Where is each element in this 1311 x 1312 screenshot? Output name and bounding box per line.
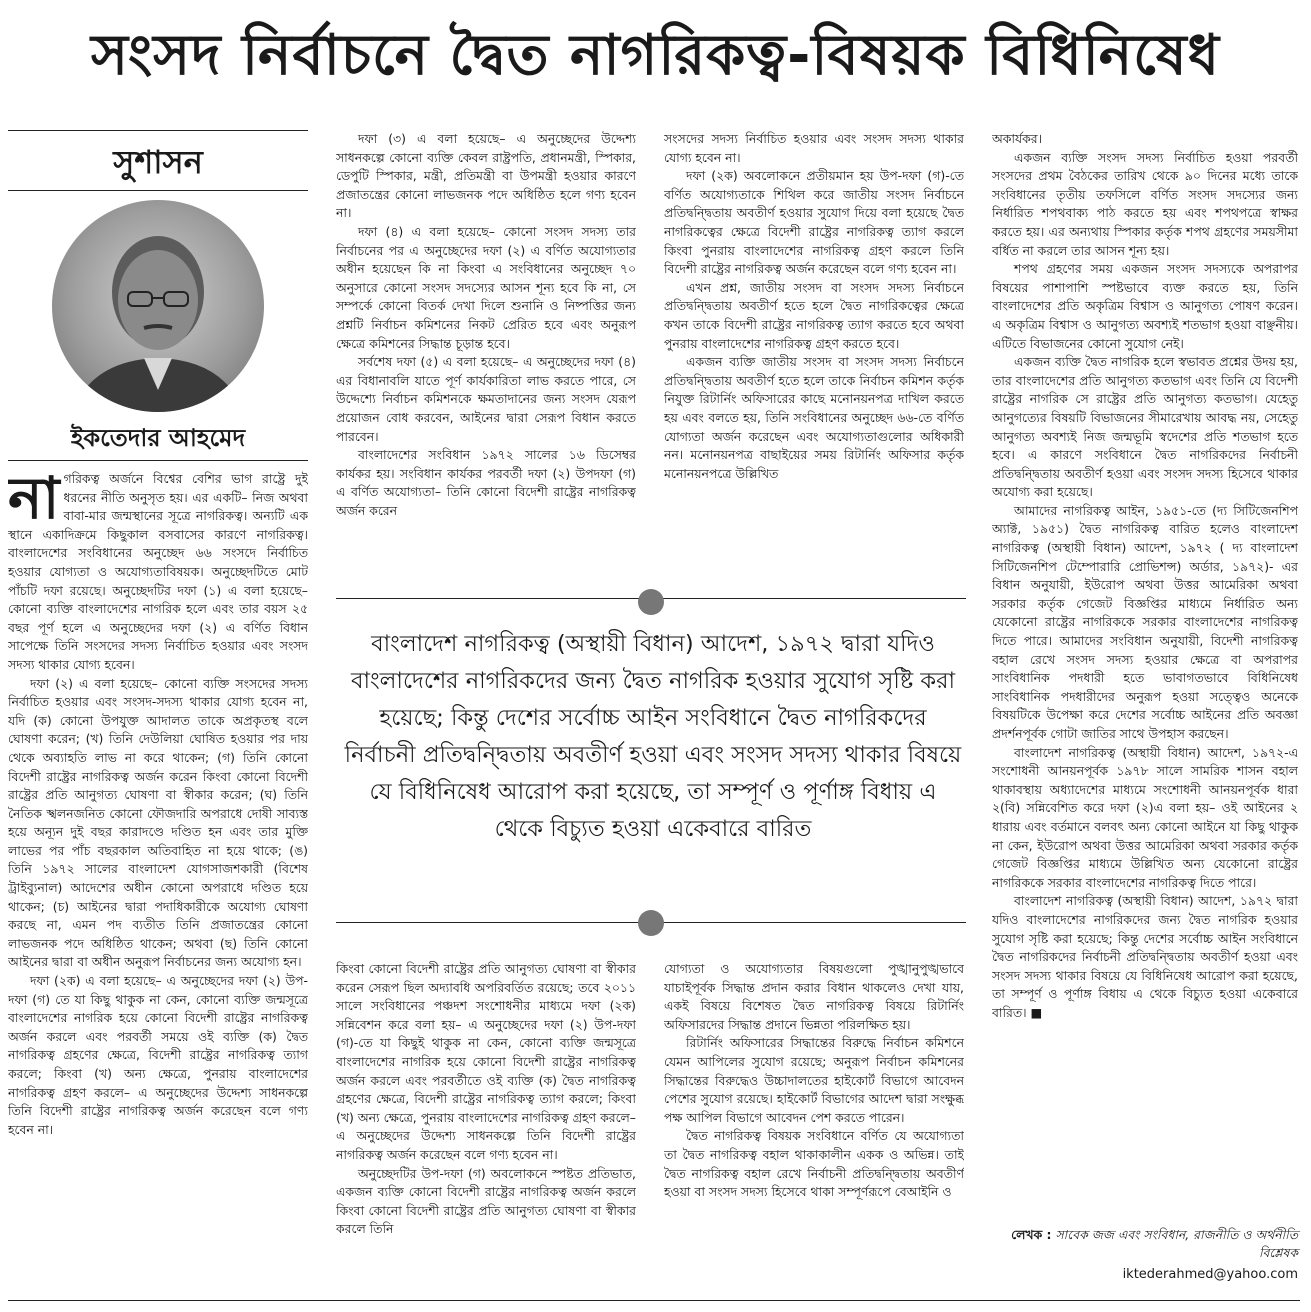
headline: সংসদ নির্বাচনে দ্বৈত নাগরিকত্ব-বিষয়ক বিধিনিষেধ: [91, 23, 1220, 88]
byline-label: লেখক :: [1011, 1227, 1052, 1242]
paragraph: আমাদের নাগরিকত্ব আইন, ১৯৫১-তে (দ্য সিটিজেনশিপ অ্যাক্ট, ১৯৫১) দ্বৈত নাগরিকত্ব বারিত হলেও বাংলাদেশ নাগরিকত্ব (অস্থায়ী বিধান) আদেশ, ১৯৭২ ( দ্য বাংলাদেশ সিটিজেনশিপ টেম্পোরারি প্রোভিশন্স) অর্ডার, ১৯৭২)- এর বিধান অনুযায়ী, ইউরোপ অথবা উত্তর আমেরিকা অথবা সরকার কর্তৃক গেজেট বিজ্ঞপ্তির মাধ্যমে নির্ধারিত অন্য যেকোনো রাষ্ট্রের নাগরিককে সরকার বাংলাদেশের নাগরিকত্ব দিতে পারে। আমাদের সংবিধান অনুযায়ী, বিদেশী নাগরিকত্ব বহাল রেখে সংসদ সদস্য হওয়ার ক্ষেত্রে বা অপরাপর সাংবিধানিক পদধারী হতে ভাবাগতভাবে বিধিনিষেধ সাংবিধানিক পদধারীদের অনুরূপ হওয়া সত্ত্বেও অনেকে বিষয়টিকে উপেক্ষা করে দেশের সর্বোচ্চ আইনের প্রতি অবজ্ঞা প্রদর্শনপূর্বক গোটা জাতির সাথে উপহাস করছেন।: [992, 502, 1298, 741]
paragraph: যোগ্যতা ও অযোগ্যতার বিষয়গুলো পুঙ্খানুপুঙ্খভাবে যাচাইপূর্বক সিদ্ধান্ত প্রদান করার বিধান থাকলেও দেখা যায়, একই বিষয়ে বিশেষত দ্বৈত নাগরিকত্ব বিষয়ে রিটার্নিং অফিসারদের সিদ্ধান্ত প্রদানে ভিন্নতা পরিলক্ষিত হয়।: [664, 961, 964, 1032]
divider: [8, 1300, 1300, 1301]
paragraph: অকার্যকর।: [992, 131, 1043, 146]
paragraph: বাংলাদেশের সংবিধান ১৯৭২ সালের ১৬ ডিসেম্বর কার্যকর হয়। সংবিধান কার্যকর পরবর্তী দফা (২) উপদফা (গ) এ বর্ণিত অযোগ্যতা– তিনি কোনো বিদেশী রাষ্ট্রের নাগরিকত্ব অর্জন করেন: [336, 447, 636, 518]
paragraph: দ্বৈত নাগরিকত্ব বিষয়ক সংবিধানে বর্ণিত যে অযোগ্যতা তা দ্বৈত নাগরিকত্ব বহাল থাকাকালীন একক ও অভিন্ন। তাই দ্বৈত নাগরিকত্ব বহাল রেখে নির্বাচনী প্রতিদ্বন্দ্বিতায় অবতীর্ণ হওয়া বা সংসদ সদস্য হিসেবে থাকা সম্পূর্ণরূপে বেআইনি ও: [664, 1128, 964, 1200]
column-name: সুশাসন: [113, 143, 203, 181]
author-portrait-icon: [52, 200, 264, 412]
paragraph: একজন ব্যক্তি জাতীয় সংসদ বা সংসদ সদস্য নির্বাচনে প্রতিদ্বন্দ্বিতায় অবতীর্ণ হতে হলে তাকে নির্বাচন কমিশন কর্তৃক নিযুক্ত রিটার্নিং অফিসারের কাছে মনোনয়নপত্র দাখিল করতে হয় এবং বলতে হয়, তিনি সংবিধানের অনুচ্ছেদ ৬৬-তে বর্ণিত যোগ্যতা অর্জন করেছেন এবং অযোগ্যতাগুলোর অধিকারী নন। মনোনয়নপত্র বাছাইয়ের সময় রিটার্নিং অফিসার কর্তৃক মনোনয়নপত্রে উল্লিখিত: [664, 354, 964, 481]
article-column-3-top: [664, 130, 964, 580]
paragraph: কিংবা কোনো বিদেশী রাষ্ট্রের প্রতি আনুগত্য ঘোষণা বা স্বীকার করেন সেরূপ ছিল অদ্যাবধি অপরিবর্তিত রয়েছে; তবে ২০১১ সালে সংবিধানের পঞ্চদশ সংশোধনীর মাধ্যমে দফা (২ক) সন্নিবেশন করে বলা হয়– এ অনুচ্ছেদের দফা (২) উপ-দফা (গ)-তে যা কিছুই থাকুক না কেন, কোনো ব্যক্তি জন্মসূত্রে বাংলাদেশের নাগরিক হয়ে কোনো বিদেশী রাষ্ট্রের নাগরিকত্ব অর্জন করলে এবং পরবর্তীতে ওই ব্যক্তি (ক) দ্বৈত নাগরিকত্ব গ্রহণের ক্ষেত্রে, বিদেশী রাষ্ট্রের নাগরিকত্ব ত্যাগ করলে; কিংবা (খ) অন্য ক্ষেত্রে, পুনরায় বাংলাদেশের নাগরিকত্ব গ্রহণ করলে– এ অনুচ্ছেদের উদ্দেশ্য সাধনকল্পে তিনি বিদেশী রাষ্ট্রের নাগরিকত্ব অর্জন করেছেন বলে গণ্য হবেন না।: [336, 961, 636, 1162]
paragraph: একজন ব্যক্তি দ্বৈত নাগরিক হলে স্বভাবত প্রশ্নের উদয় হয়, তার বাংলাদেশের প্রতি আনুগত্য কতভাগ এবং তিনি যে বিদেশী রাষ্ট্রের নাগরিক সে রাষ্ট্রের প্রতি আনুগত্য কতভাগ। যেহেতু আনুগত্যের বিষয়টি বিভাজনের সীমারেখায় আবদ্ধ নয়, সেহেতু আনুগত্য অবশ্যই নিজ জন্মভূমি স্বদেশের প্রতি শতভাগ হতে হবে। এ কারণে সংবিধানে দ্বৈত নাগরিকদের নির্বাচনী প্রতিদ্বন্দ্বিতায় অবতীর্ণ হওয়া এবং সংসদ সদস্য হিসেবে থাকার অযোগ্য করা হয়েছে।: [992, 354, 1298, 500]
byline-text: সাবেক জজ এবং সংবিধান, রাজনীতি ও অর্থনীতি বিশ্লেষক: [1055, 1227, 1298, 1260]
paragraph: দফা (৪) এ বলা হয়েছে– কোনো সংসদ সদস্য তার নির্বাচনের পর এ অনুচ্ছেদের দফা (২) এ বর্ণিত অযোগ্যতার অধীন হয়েছেন কি না কিংবা এ সংবিধানের অনুচ্ছেদ ৭০ অনুসারে কোনো সংসদ সদস্যের আসন শূন্য হবে কি না, সে সম্পর্কে কোনো বিতর্ক দেখা দিলে শুনানি ও নিষ্পত্তির জন্য প্রশ্নটি নির্বাচন কমিশনের নিকট প্রেরিত হবে এবং অনুরূপ ক্ষেত্রে কমিশনের সিদ্ধান্ত চূড়ান্ত হবে।: [336, 223, 636, 351]
pull-quote-dot: [638, 589, 664, 615]
divider: [8, 130, 308, 131]
paragraph: রিটার্নিং অফিসারের সিদ্ধান্তের বিরুদ্ধে নির্বাচন কমিশনে যেমন আপিলের সুযোগ রয়েছে; অনুরূপ নির্বাচন কমিশনের সিদ্ধান্তের বিরুদ্ধেও উচ্চাদালতের হাইকোর্ট বিভাগে আবেদন পেশের সুযোগ রয়েছে। হাইকোর্ট বিভাগের আদেশ দ্বারা সংক্ষুব্ধ পক্ষ আপিল বিভাগে আবেদন পেশ করতে পারেন।: [664, 1035, 964, 1125]
divider: [8, 460, 308, 461]
paragraph: দফা (৩) এ বলা হয়েছে– এ অনুচ্ছেদের উদ্দেশ্য সাধনকল্পে কোনো ব্যক্তি কেবল রাষ্ট্রপতি, প্রধানমন্ত্রী, স্পিকার, ডেপুটি স্পিকার, মন্ত্রী, প্রতিমন্ত্রী বা উপমন্ত্রী হওয়ার কারণে প্রজাতন্ত্রের কোনো লাভজনক পদে অধিষ্ঠিত হলে গণ্য হবেন না।: [336, 131, 636, 221]
paragraph: সংসদের সদস্য নির্বাচিত হওয়ার এবং সংসদ সদস্য থাকার যোগ্য হবেন না।: [664, 131, 964, 165]
paragraph: দফা (২ক) অবলোকনে প্রতীয়মান হয় উপ-দফা (গ)-তে বর্ণিত অযোগ্যতাকে শিথিল করে জাতীয় সংসদ নির্বাচনে প্রতিদ্বন্দ্বিতায় অবতীর্ণ হওয়ার সুযোগ দিয়ে বলা হয়েছে দ্বৈত নাগরিকত্বের ক্ষেত্রে বিদেশী রাষ্ট্রের নাগরিকত্ব ত্যাগ করলে কিংবা পুনরায় বাংলাদেশের নাগরিকত্ব গ্রহণ করলে তিনি বিদেশী রাষ্ট্রের নাগরিকত্ব অর্জন করেছেন বলে গণ্য হবেন না।: [664, 168, 964, 277]
pull-quote: বাংলাদেশ নাগরিকত্ব (অস্থায়ী বিধান) আদেশ, ১৯৭২ দ্বারা যদিও বাংলাদেশের নাগরিকদের জন্য দ্বৈত নাগরিক হওয়ার সুযোগ সৃষ্টি করা হয়েছে; কিন্তু দেশের সর্বোচ্চ আইন সংবিধানে দ্বৈত নাগরিকদের নির্বাচনী প্রতিদ্বন্দ্বিতায় অবতীর্ণ হওয়া এবং সংসদ সদস্য থাকার বিষয়ে যে বিধিনিষেধ আরোপ করা হয়েছে, তা সম্পূর্ণ ও পূর্ণাঙ্গ বিধায় এ থেকে বিচ্যুত হওয়া একেবারে বারিত: [344, 631, 962, 842]
article-column-2-bottom: [336, 960, 636, 1290]
dropcap: না: [8, 470, 60, 532]
paragraph: অনুচ্ছেদটির উপ-দফা (গ) অবলোকনে স্পষ্টত প্রতিভাত, একজন ব্যক্তি কোনো বিদেশী রাষ্ট্রের নাগরিকত্ব অর্জন করলে কিংবা কোনো বিদেশী রাষ্ট্রের প্রতি আনুগত্য ঘোষণা বা স্বীকার করলে তিনি: [336, 1165, 636, 1237]
divider: [8, 190, 308, 191]
author-email[interactable]: iktederahmed@yahoo.com: [1122, 1267, 1298, 1282]
paragraph: সর্বশেষ দফা (৫) এ বলা হয়েছে– এ অনুচ্ছেদের দফা (৪) এর বিধানাবলি যাতে পূর্ণ কার্যকারিতা লাভ করতে পারে, সে উদ্দেশ্যে নির্বাচন কমিশনকে ক্ষমতাদানের জন্য সংসদ যেরূপ প্রয়োজন বোধ করবেন, আইনের দ্বারা সেরূপ বিধান করতে পারবেন।: [336, 354, 636, 444]
article-column-4: [992, 130, 1298, 1224]
paragraph: নাগরিকত্ব অর্জনে বিশ্বের বেশির ভাগ রাষ্ট্রে দুই ধরনের নীতি অনুসৃত হয়। এর একটি– নিজ অথবা বাবা-মার জন্মস্থানের সূত্রে নাগরিকত্ব। অন্যটি এক স্থানে একাদিক্রমে কিছুকাল বসবাসের কারণে নাগরিকত্ব। বাংলাদেশের সংবিধানের অনুচ্ছেদ ৬৬ সংসদে নির্বাচিত হওয়ার যোগ্যতা ও অযোগ্যতাবিষয়ক। অনুচ্ছেদটিতে মোট পাঁচটি দফা রয়েছে। অনুচ্ছেদটির দফা (১) এ বলা হয়েছে– কোনো ব্যক্তি বাংলাদেশের নাগরিক হলে এবং তার বয়স ২৫ বছর পূর্ণ হলে এ অনুচ্ছেদের দফা (২) এ বর্ণিত বিধান সাপেক্ষে তিনি সংসদের সদস্য নির্বাচিত হওয়ার এবং সংসদ সদস্য থাকার যোগ্য হবেন।: [8, 470, 308, 672]
article-column-3-bottom: [664, 960, 964, 1290]
article-column-2-top: [336, 130, 636, 580]
article-column-1: [8, 470, 308, 1290]
paragraph: বাংলাদেশ নাগরিকত্ব (অস্থায়ী বিধান) আদেশ, ১৯৭২-এ সংশোধনী আনয়নপূর্বক ১৯৭৮ সালে সামরিক শাসন বহাল থাকাবস্থায় অধ্যাদেশের মাধ্যমে সংশোধনী আনয়নপূর্বক ধারা ২(বি) সন্নিবেশিত করে দফা (২)এ বলা হয়– ওই আইনের ২ ধারায় এবং বর্তমানে বলবৎ অন্য কোনো আইনে যা কিছু থাকুক না কেন, ইউরোপ অথবা উত্তর আমেরিকা অথবা সরকার কর্তৃক গেজেট বিজ্ঞপ্তির মাধ্যমে উল্লিখিত অন্য যেকোনো রাষ্ট্রের নাগরিককে সরকার বাংলাদেশের নাগরিকত্ব দিতে পারে।: [992, 744, 1298, 890]
paragraph: দফা (২) এ বলা হয়েছে– কোনো ব্যক্তি সংসদের সদস্য নির্বাচিত হওয়ার এবং সংসদ-সদস্য থাকার যোগ্য হবেন না, যদি (ক) কোনো উপযুক্ত আদালত তাকে অপ্রকৃতস্থ বলে ঘোষণা করেন; (খ) তিনি দেউলিয়া ঘোষিত হওয়ার পর দায় থেকে অব্যাহতি লাভ না করে থাকেন; (গ) তিনি কোনো বিদেশী রাষ্ট্রের নাগরিকত্ব অর্জন করেন কিংবা কোনো বিদেশী রাষ্ট্রের প্রতি আনুগত্য ঘোষণা বা স্বীকার করেন; (ঘ) তিনি নৈতিক স্খলনজনিত কোনো ফৌজদারি অপরাধে দোষী সাব্যস্ত হয়ে অন্যূন দুই বছর কারাদণ্ডে দণ্ডিত হন এবং তার মুক্তি লাভের পর পাঁচ বছরকাল অতিবাহিত না হয়ে থাকে; (ঙ) তিনি ১৯৭২ সালের বাংলাদেশ যোগসাজশকারী (বিশেষ ট্রাইব্যুনাল) আদেশের অধীন কোনো অপরাধে দণ্ডিত হয়ে থাকেন; (চ) আইনের দ্বারা পদাধিকারীকে অযোগ্য ঘোষণা করছে না, এমন পদ ব্যতীত তিনি প্রজাতন্ত্রের কোনো লাভজনক পদে অধিষ্ঠিত থাকেন; অথবা (ছ) তিনি কোনো আইনের দ্বারা বা অধীন অনুরূপ নির্বাচনের জন্য অযোগ্য হন।: [8, 675, 308, 970]
paragraph: শপথ গ্রহণের সময় একজন সংসদ সদস্যকে অপরাপর বিষয়ের পাশাপাশি স্পষ্টভাবে ব্যক্ত করতে হয়, তিনি বাংলাদেশের প্রতি অকৃত্রিম বিশ্বাস ও আনুগত্য পোষণ করেন। এ অকৃত্রিম বিশ্বাস ও আনুগত্য অবশ্যই শতভাগ হওয়া বাঞ্ছনীয়। এটিতে বিভাজনের কোনো সুযোগ নেই।: [992, 261, 1298, 351]
author-photo: [52, 200, 264, 412]
paragraph: দফা (২ক) এ বলা হয়েছে– এ অনুচ্ছেদের দফা (২) উপ-দফা (গ) তে যা কিছু থাকুক না কেন, কোনো ব্যক্তি জন্মসূত্রে বাংলাদেশের নাগরিক হয়ে কোনো বিদেশী রাষ্ট্রের নাগরিকত্ব অর্জন করলে এবং পরবর্তী সময়ে ওই ব্যক্তি (ক) দ্বৈত নাগরিকত্ব গ্রহণের ক্ষেত্রে, বিদেশী রাষ্ট্রের নাগরিকত্ব ত্যাগ করলে; কিংবা (খ) অন্য ক্ষেত্রে, পুনরায় বাংলাদেশের নাগরিকত্ব গ্রহণ করলে– এ অনুচ্ছেদের উদ্দেশ্য সাধনকল্পে তিনি বিদেশী রাষ্ট্রের নাগরিকত্ব অর্জন করেছেন বলে গণ্য হবেন না।: [8, 973, 308, 1137]
pull-quote-dot: [638, 910, 664, 936]
paragraph: বাংলাদেশ নাগরিকত্ব (অস্থায়ী বিধান) আদেশ, ১৯৭২ দ্বারা যদিও বাংলাদেশের নাগরিকদের জন্য দ্বৈত নাগরিক হওয়ার সুযোগ সৃষ্টি করা হয়েছে; কিন্তু দেশের সর্বোচ্চ আইন সংবিধানে দ্বৈত নাগরিকদের নির্বাচনী প্রতিদ্বন্দ্বিতায় অবতীর্ণ হওয়া এবং সংসদ সদস্য থাকার বিষয়ে যে বিধিনিষেধ আরোপ করা হয়েছে, তা সম্পূর্ণ ও পূর্ণাঙ্গ বিধায় এ থেকে বিচ্যুত হওয়া একেবারে বারিত। ■: [992, 893, 1298, 1020]
paragraph: একজন ব্যক্তি সংসদ সদস্য নির্বাচিত হওয়া পরবর্তী সংসদের প্রথম বৈঠকের তারিখ থেকে ৯০ দিনের মধ্যে তাকে সংবিধানের তৃতীয় তফসিলে বর্ণিত সংসদ সদস্যের জন্য নির্ধারিত শপথবাক্য পাঠ করতে হয় এবং শপথপত্রে স্বাক্ষর করতে হয়। এর অন্যথায় স্পিকার কর্তৃক শপথ গ্রহণের সময়সীমা বর্ধিত না করলে তার আসন শূন্য হয়।: [992, 149, 1298, 258]
author-name: ইকতেদার আহমেদ: [70, 424, 246, 452]
paragraph: এখন প্রশ্ন, জাতীয় সংসদ বা সংসদ সদস্য নির্বাচনে প্রতিদ্বন্দ্বিতায় অবতীর্ণ হতে হলে দ্বৈত নাগরিকত্বের ক্ষেত্রে কখন তাকে বিদেশী রাষ্ট্রের নাগরিকত্ব ত্যাগ করতে হবে অথবা পুনরায় বাংলাদেশের নাগরিকত্ব গ্রহণ করতে হবে।: [664, 279, 964, 351]
author-byline: [992, 1226, 1298, 1262]
